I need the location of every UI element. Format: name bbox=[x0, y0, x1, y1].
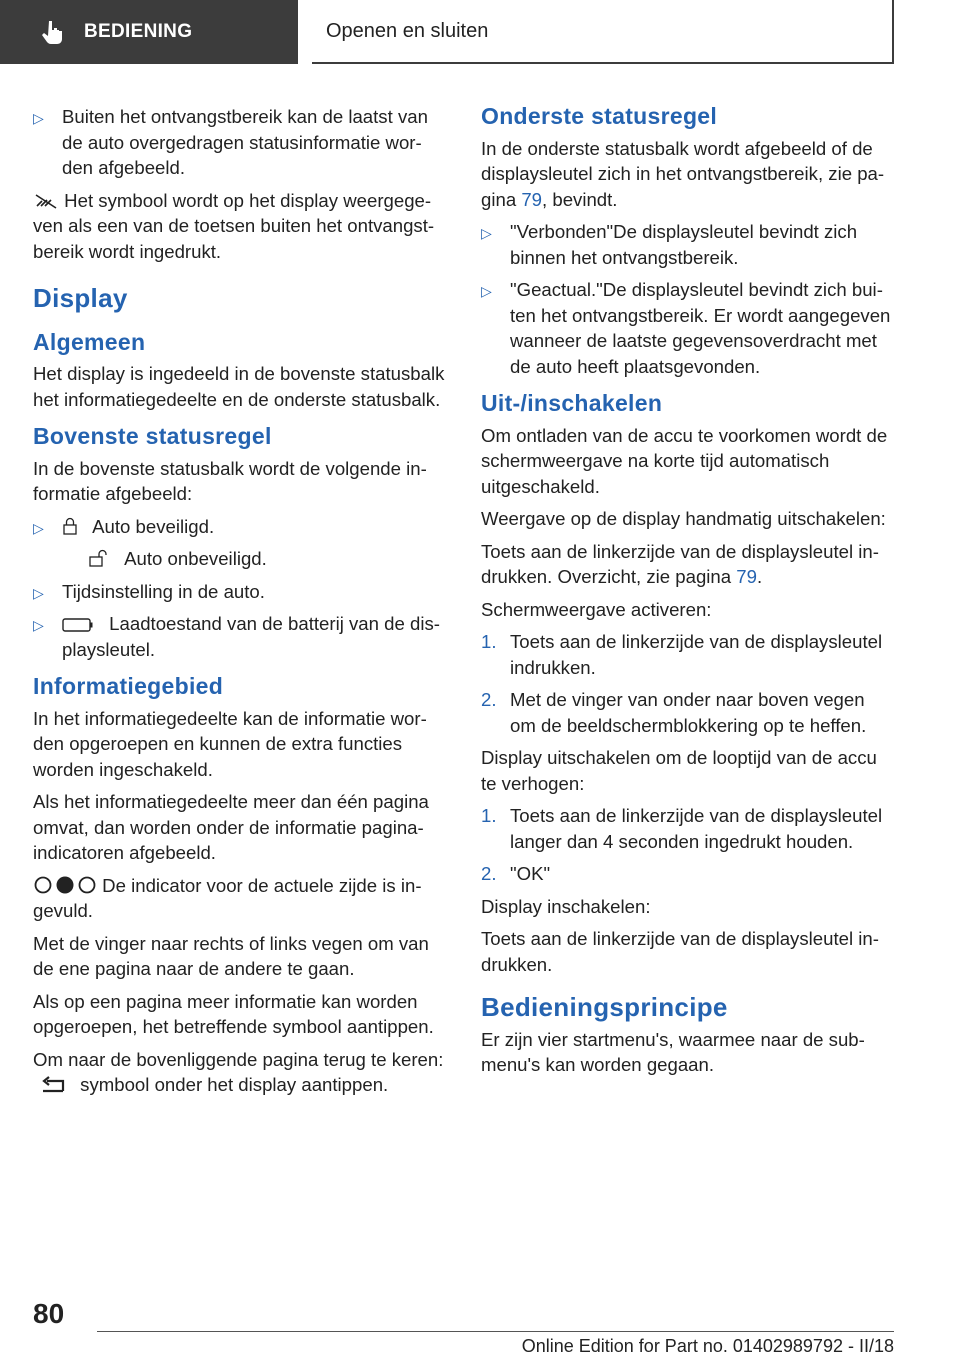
footer-divider bbox=[97, 1331, 894, 1332]
chapter-tab bbox=[0, 0, 298, 64]
symbol-note: Het symbool wordt op het display weergegeven als een van de toetsen buiten het ontvangstbereik wordt ingedrukt. bbox=[33, 189, 435, 262]
info-back: Om naar de bovenliggende pagina terug te keren: symbool onder het display aantippen. bbox=[33, 1048, 444, 1095]
heading-principe: Bedieningsprincipe bbox=[481, 992, 728, 1022]
heading-algemeen: Algemeen bbox=[33, 328, 146, 355]
heading-uit: Uit-/inschakelen bbox=[481, 390, 663, 416]
manual-off-text: Weergave op de display handmatig uitschakelen: bbox=[481, 508, 886, 529]
lock-closed-icon bbox=[62, 517, 78, 535]
lock-open-icon bbox=[88, 549, 110, 567]
bullet-triangle-icon: ▷ bbox=[33, 110, 44, 126]
item-time: ▷ Tijdsinstelling in de auto. bbox=[33, 579, 445, 605]
page-link-79[interactable]: 79 bbox=[521, 188, 543, 210]
heading-display: Display bbox=[33, 283, 128, 313]
chapter-label: BEDIENING bbox=[84, 21, 193, 42]
display-on-instruction: Toets aan de linkerzijde van de displaysleutel indrukken. bbox=[481, 928, 879, 975]
item-unlocked: Auto onbeveiligd. bbox=[33, 546, 445, 572]
section-header bbox=[312, 0, 894, 64]
right-column bbox=[481, 104, 895, 1085]
onderste-text: In de onderste statusbalk wordt afgebeeld of de displaysleutel zich in het ontvangstbereik, zie pagina 79, bevindt. bbox=[481, 137, 885, 210]
item-connected: ▷ "Verbonden"De displaysleutel bevindt zich binnen het ontvangstbereik. bbox=[481, 221, 858, 268]
info-swipe: Met de vinger naar rechts of links vegen om van de ene pagina naar de andere te gaan. bbox=[33, 932, 429, 979]
step-item: 1. Toets aan de linkerzijde van de displaysleutel indrukken. bbox=[481, 631, 883, 678]
battery-icon bbox=[62, 618, 94, 632]
principe-text: Er zijn vier startmenu's, waarmee naar de submenu's kan worden gegaan. bbox=[481, 1028, 865, 1075]
algemeen-text: Het display is ingedeeld in de bovenste statusbalk het informatiegedeelte en de onderste statusbalk. bbox=[33, 363, 445, 410]
no-signal-icon bbox=[33, 192, 59, 210]
bullet-triangle-icon: ▷ bbox=[481, 283, 492, 299]
display-on-text: Display inschakelen: bbox=[481, 895, 651, 917]
back-arrow-icon bbox=[39, 1076, 69, 1094]
heading-info: Informatiegebied bbox=[33, 673, 224, 699]
page-indicator-icon bbox=[33, 875, 97, 895]
bullet-triangle-icon: ▷ bbox=[33, 617, 44, 633]
press-text: Toets aan de linkerzijde van de displaysleutel indrukken. Overzicht, zie pagina 79. bbox=[481, 540, 879, 587]
uit-text: Om ontladen van de accu te voorkomen wordt de schermweergave na korte tijd automatisch uitgeschakeld. bbox=[481, 424, 888, 497]
item-locked: ▷ Auto beveiligd. bbox=[33, 514, 445, 540]
info-more: Als op een pagina meer informatie kan worden opgeroepen, het betreffende symbool aantippen. bbox=[33, 990, 434, 1037]
bullet-out-of-range: ▷ Buiten het ontvangstbereik kan de laatst van de auto overgedragen statusinformatie worden afgebeeld. bbox=[33, 106, 428, 178]
heading-onderste: Onderste statusregel bbox=[481, 103, 718, 129]
info-text-1: In het informatiegedeelte kan de informatie worden opgeroepen en kunnen de extra functies worden ingeschakeld. bbox=[33, 707, 427, 780]
display-off-text: Display uitschakelen om de looptijd van de accu te verhogen: bbox=[481, 747, 877, 794]
bullet-triangle-icon: ▷ bbox=[481, 225, 492, 241]
page-number: 80 bbox=[33, 1298, 65, 1329]
left-column bbox=[33, 104, 445, 1105]
step-item: 2. "OK" bbox=[481, 863, 551, 884]
item-actual: ▷ "Geactual."De displaysleutel bevindt zich buiten het ontvangstbereik. Er wordt aangegeven wanneer de laatste gegevensoverdracht met de auto heeft plaatsgevonden. bbox=[481, 279, 891, 377]
footer-edition: Online Edition for Part no. 01402989792 - II/18 bbox=[521, 1336, 894, 1356]
item-battery: ▷ Laadtoestand van de batterij van de displaysleutel. bbox=[33, 613, 440, 660]
step-item: 1. Toets aan de linkerzijde van de displaysleutel langer dan 4 seconden ingedrukt houden. bbox=[481, 805, 883, 852]
heading-bovenste: Bovenste statusregel bbox=[33, 423, 272, 449]
page-link-79[interactable]: 79 bbox=[736, 566, 757, 587]
section-title: Openen en sluiten bbox=[326, 19, 489, 42]
info-indicator: De indicator voor de actuele zijde is ingevuld. bbox=[33, 874, 422, 921]
info-text-2: Als het informatiegedeelte meer dan één pagina omvat, dan worden onder de informatie paginaindicatoren afgebeeld. bbox=[33, 791, 429, 863]
bullet-triangle-icon: ▷ bbox=[33, 519, 44, 536]
step-item: 2. Met de vinger van onder naar boven vegen om de beeldschermblokkering op te heffen. bbox=[481, 689, 867, 736]
bovenste-text: In de bovenste statusbalk wordt de volgende informatie afgebeeld: bbox=[33, 457, 427, 504]
hand-pointer-icon bbox=[40, 19, 66, 45]
activate-text: Schermweergave activeren: bbox=[481, 598, 712, 620]
bullet-triangle-icon: ▷ bbox=[33, 584, 44, 601]
